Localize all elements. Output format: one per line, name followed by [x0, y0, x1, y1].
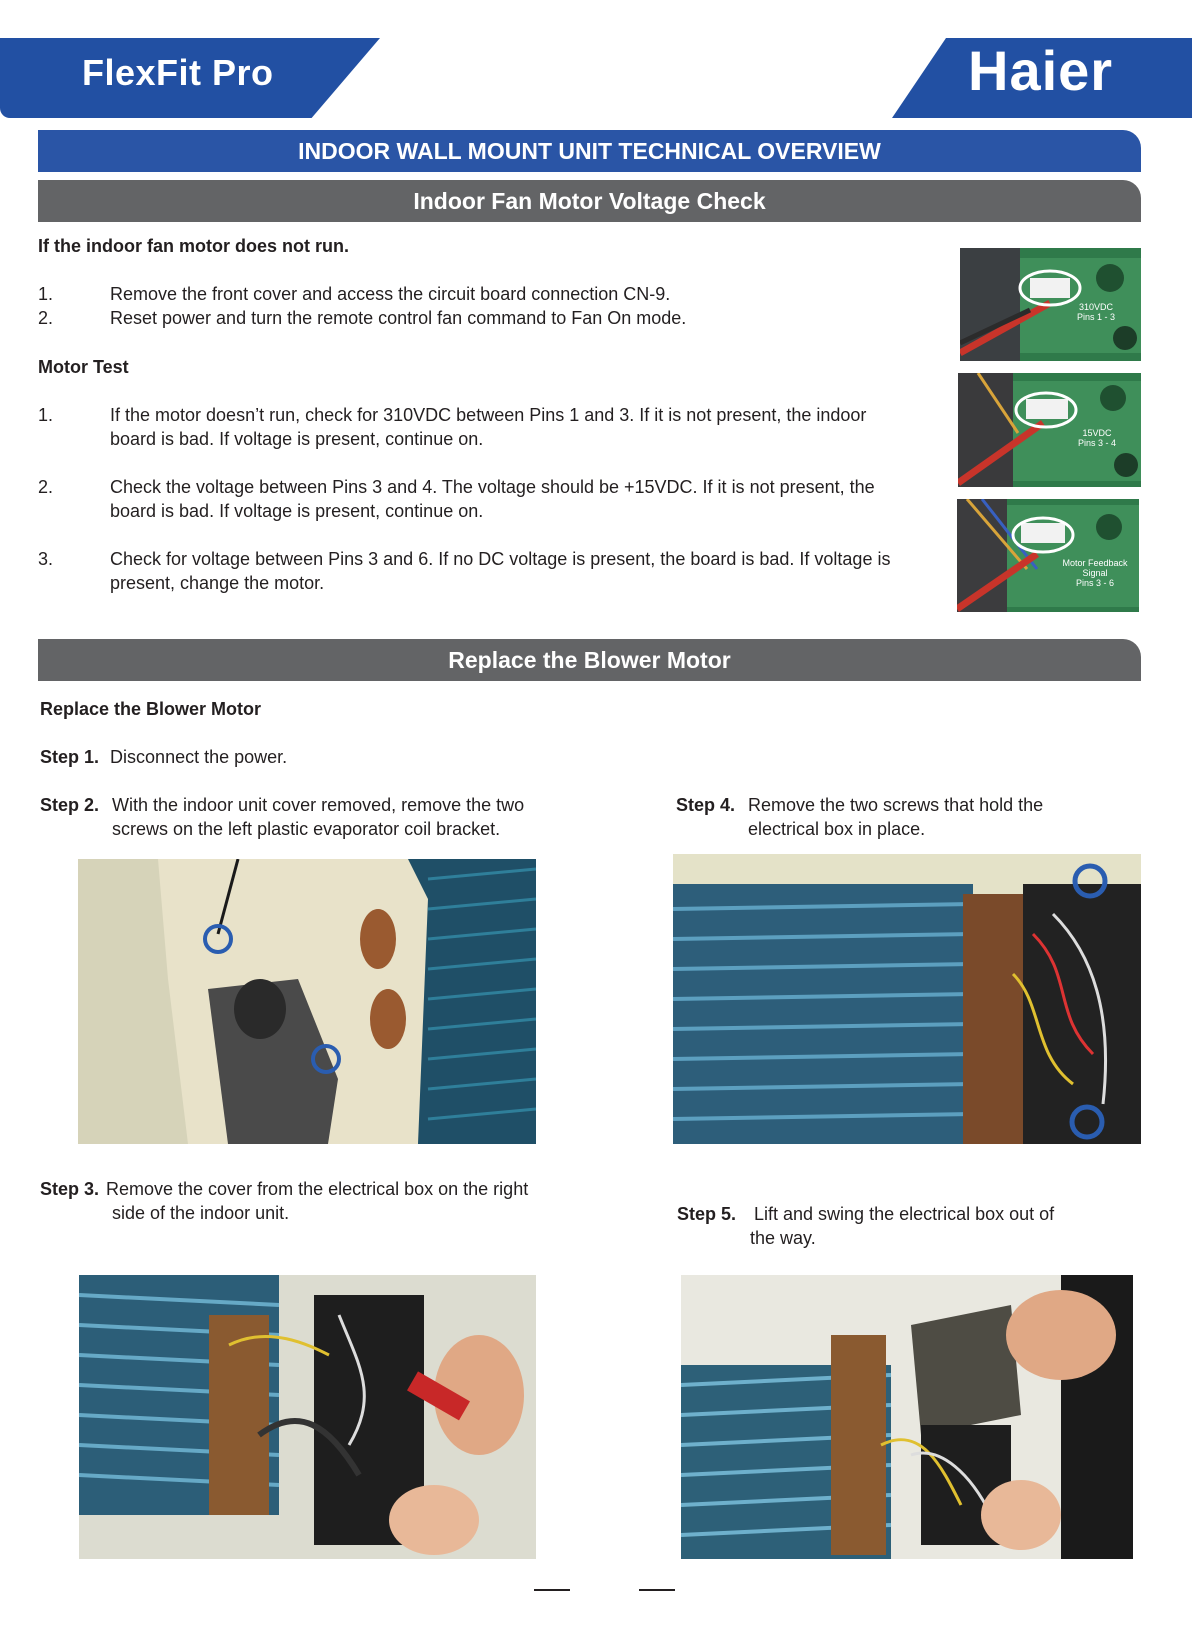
step-text: electrical box in place.	[748, 819, 926, 839]
brand-logo: Haier	[968, 39, 1114, 102]
test-line: Check the voltage between Pins 3 and 4. The voltage should be +15VDC. If it is not present, the	[110, 477, 875, 497]
step-text: Remove the cover from the electrical box on the right	[106, 1179, 529, 1199]
electrical-box-cover-photo	[79, 1275, 536, 1559]
footer-rule-left	[534, 1589, 570, 1591]
step-text: Lift and swing the electrical box out of	[754, 1204, 1055, 1224]
blower-subheading: Replace the Blower Motor	[40, 699, 262, 719]
page-title: INDOOR WALL MOUNT UNIT TECHNICAL OVERVIEW	[38, 130, 1141, 172]
photo-label-line: 15VDC	[1082, 428, 1112, 438]
step-text: side of the indoor unit.	[112, 1203, 290, 1223]
step-text: Remove the two screws that hold the	[748, 795, 1044, 815]
footer-rule-right	[639, 1589, 675, 1591]
test-number: 2.	[38, 477, 54, 497]
test-line: present, change the motor.	[110, 573, 325, 593]
step-text: the way.	[750, 1228, 816, 1248]
photo-label	[1066, 428, 1128, 448]
electrical-box-swing-photo	[681, 1275, 1133, 1559]
fan-check-intro: If the indoor fan motor does not run.	[38, 236, 349, 256]
step-label: Step 4.	[676, 795, 736, 815]
step-label: Step 2.	[40, 795, 100, 815]
step-text: Disconnect the power.	[110, 747, 288, 767]
step-number: 2.	[38, 308, 54, 328]
photo-label-line: Pins 3 - 6	[1075, 578, 1115, 588]
test-line: board is bad. If voltage is present, continue on.	[110, 429, 484, 449]
photo-label-line: Signal	[1082, 568, 1108, 578]
test-line: Check for voltage between Pins 3 and 6. If no DC voltage is present, the board is bad. If voltage is	[110, 549, 891, 569]
photo-label-line: 310VDC	[1078, 302, 1114, 312]
step-label: Step 5.	[677, 1204, 737, 1224]
step-label: Step 3.	[40, 1179, 100, 1199]
photo-label-line: Motor Feedback	[1062, 558, 1128, 568]
photo-label-line: Pins 1 - 3	[1076, 312, 1116, 322]
section-heading-fan-check: Indoor Fan Motor Voltage Check	[38, 180, 1141, 222]
product-name: FlexFit Pro	[82, 52, 274, 93]
step-text: screws on the left plastic evaporator coil bracket.	[112, 819, 501, 839]
photo-label-line: Pins 3 - 4	[1077, 438, 1117, 448]
circuit-board-photo-3	[957, 499, 1139, 612]
step-label: Step 1.	[40, 747, 100, 767]
test-number: 1.	[38, 405, 54, 425]
step-text: Remove the front cover and access the circuit board connection CN-9.	[110, 284, 671, 304]
test-line: If the motor doesn’t run, check for 310VDC between Pins 1 and 3. If it is not present, the indoor	[110, 405, 867, 425]
motor-test-heading: Motor Test	[38, 357, 129, 377]
evaporator-bracket-photo	[78, 859, 536, 1144]
photo-label	[1052, 558, 1138, 588]
photo-label	[1062, 302, 1130, 322]
step-text: Reset power and turn the remote control fan command to Fan On mode.	[110, 308, 687, 328]
test-number: 3.	[38, 549, 54, 569]
section-heading-blower: Replace the Blower Motor	[38, 639, 1141, 681]
step-number: 1.	[38, 284, 54, 304]
electrical-box-screws-photo	[673, 854, 1141, 1144]
step-text: With the indoor unit cover removed, remove the two	[112, 795, 525, 815]
test-line: board is bad. If voltage is present, continue on.	[110, 501, 484, 521]
step-1	[40, 745, 287, 769]
